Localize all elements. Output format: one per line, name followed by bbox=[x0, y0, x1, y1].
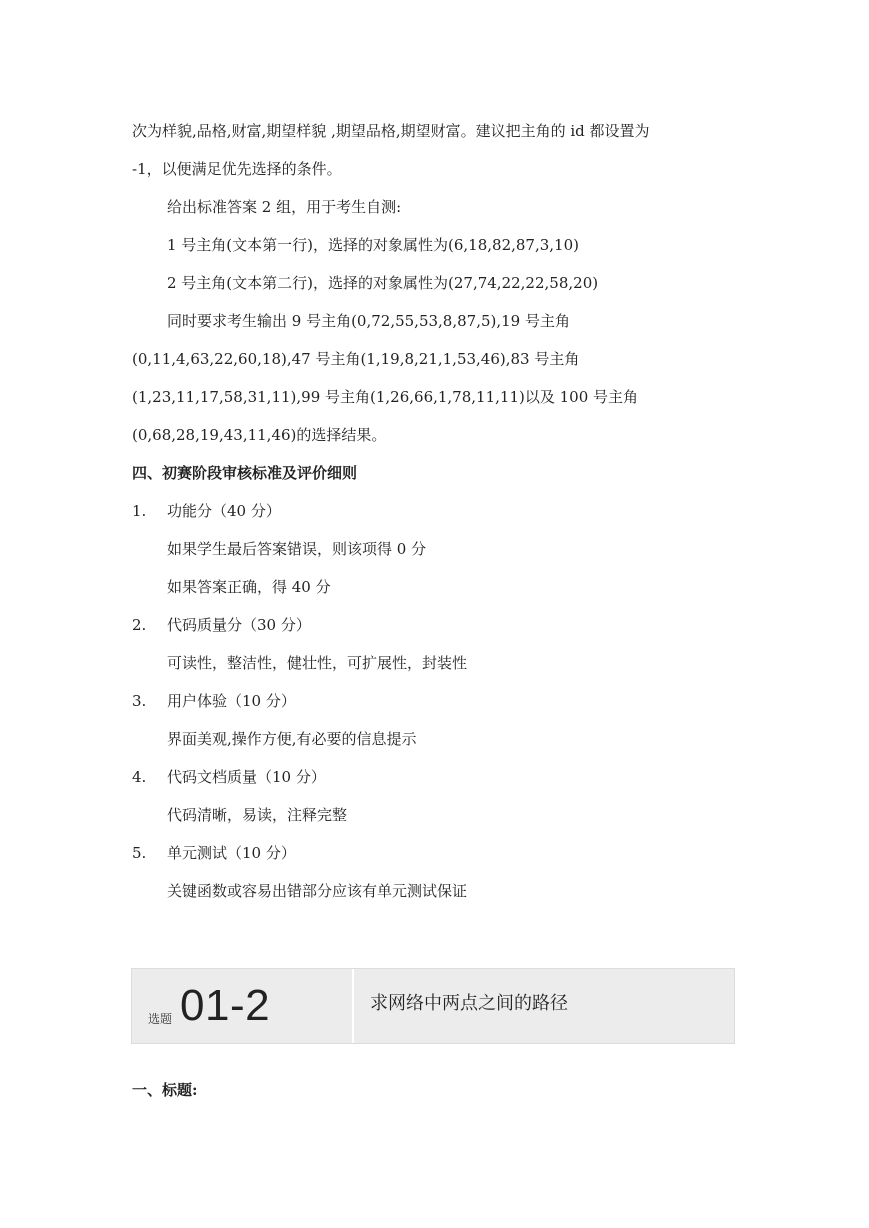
section1-heading: 一、标题: bbox=[132, 1081, 198, 1099]
intro-line-1: 次为样貌,品格,财富,期望样貌 ,期望品格,期望财富。建议把主角的 id 都设置为 bbox=[132, 122, 650, 140]
item-detail: 如果答案正确，得 40 分 bbox=[167, 578, 331, 596]
item-number: 5. bbox=[132, 844, 147, 862]
item-title: 单元测试（10 分） bbox=[167, 844, 296, 862]
item-detail: 界面美观,操作方便,有必要的信息提示 bbox=[167, 730, 417, 748]
item-title: 功能分（40 分） bbox=[167, 502, 281, 520]
answer-1: 1 号主角(文本第一行)，选择的对象属性为(6,18,82,87,3,10) bbox=[167, 236, 579, 254]
item-number: 1. bbox=[132, 502, 147, 520]
item-detail: 可读性，整洁性，健壮性，可扩展性，封装性 bbox=[167, 654, 468, 672]
item-title: 代码文档质量（10 分） bbox=[167, 768, 326, 786]
answer-2: 2 号主角(文本第二行)，选择的对象属性为(27,74,22,22,58,20) bbox=[167, 274, 599, 292]
item-detail: 关键函数或容易出错部分应该有单元测试保证 bbox=[167, 882, 468, 900]
answers-header: 给出标准答案 2 组，用于考生自测: bbox=[167, 198, 402, 216]
item-detail: 如果学生最后答案错误，则该项得 0 分 bbox=[167, 540, 427, 558]
item-number: 2. bbox=[132, 616, 147, 634]
output-line-3: (1,23,11,17,58,31,11),99 号主角(1,26,66,1,78,11,11)以及 100 号主角 bbox=[132, 388, 639, 406]
section4-heading: 四、初赛阶段审核标准及评价细则 bbox=[132, 464, 358, 482]
item-detail: 代码清晰，易读，注释完整 bbox=[167, 806, 348, 824]
item-title: 用户体验（10 分） bbox=[167, 692, 296, 710]
output-line-2: (0,11,4,63,22,60,18),47 号主角(1,19,8,21,1,53,46),83 号主角 bbox=[132, 350, 580, 368]
topic-code-cell bbox=[132, 969, 354, 1043]
output-line-4: (0,68,28,19,43,11,46)的选择结果。 bbox=[132, 426, 387, 444]
item-title: 代码质量分（30 分） bbox=[167, 616, 311, 634]
topic-title-cell bbox=[354, 969, 734, 1043]
output-line-1: 同时要求考生输出 9 号主角(0,72,55,53,8,87,5),19 号主角 bbox=[167, 312, 570, 330]
intro-line-2: -1，以便满足优先选择的条件。 bbox=[132, 160, 342, 178]
topic-banner bbox=[131, 968, 735, 1044]
item-number: 4. bbox=[132, 768, 147, 786]
topic-title: 求网络中两点之间的路径 bbox=[370, 993, 568, 1014]
item-number: 3. bbox=[132, 692, 147, 710]
topic-prefix: 选题 bbox=[148, 1012, 173, 1026]
topic-code: 01-2 bbox=[180, 981, 271, 1030]
